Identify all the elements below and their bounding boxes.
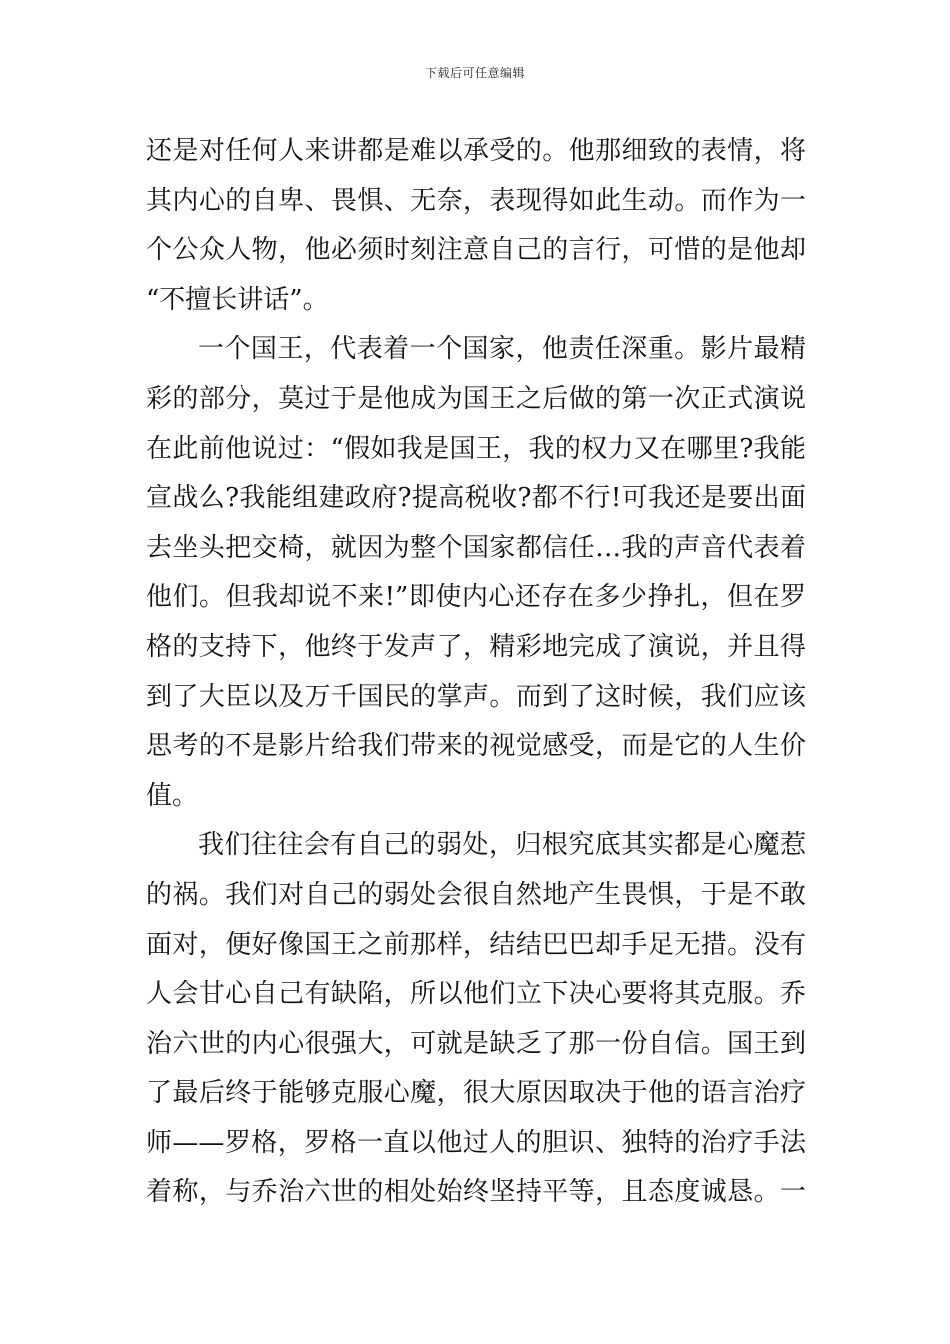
text-line: 在此前他说过：“假如我是国王，我的权力又在哪里?我能 bbox=[146, 433, 806, 464]
text-line: 彩的部分，莫过于是他成为国王之后做的第一次正式演说 bbox=[146, 383, 806, 414]
text-line: 师——罗格，罗格一直以他过人的胆识、独特的治疗手法 bbox=[146, 1127, 806, 1158]
text-line: 个公众人物，他必须时刻注意自己的言行，可惜的是他却 bbox=[146, 235, 806, 266]
text-line: 去坐头把交椅，就因为整个国家都信任…我的声音代表着 bbox=[146, 532, 806, 563]
text-line: 思考的不是影片给我们带来的视觉感受，而是它的人生价 bbox=[146, 731, 806, 762]
text-line: “不擅长讲话”。 bbox=[146, 284, 329, 315]
text-line: 值。 bbox=[146, 780, 199, 811]
page-header: 下载后可任意编辑 bbox=[424, 66, 525, 80]
text-line: 格的支持下，他终于发声了，精彩地完成了演说，并且得 bbox=[146, 631, 806, 662]
text-line: 的祸。我们对自己的弱处会很自然地产生畏惧，于是不敢 bbox=[146, 879, 806, 910]
text-line: 还是对任何人来讲都是难以承受的。他那细致的表情，将 bbox=[146, 136, 806, 166]
text-line: 他们。但我却说不来!”即使内心还存在多少挣扎，但在罗 bbox=[146, 582, 806, 613]
text-line: 我们往往会有自己的弱处，归根究底其实都是心魔惹 bbox=[198, 830, 806, 861]
text-line: 一个国王，代表着一个国家，他责任深重。影片最精 bbox=[198, 334, 806, 365]
text-line: 面对，便好像国王之前那样，结结巴巴却手足无措。没有 bbox=[146, 929, 806, 960]
text-line: 宣战么?我能组建政府?提高税收?都不行!可我还是要出面 bbox=[146, 483, 806, 514]
text-line: 到了大臣以及万千国民的掌声。而到了这时候，我们应该 bbox=[146, 681, 806, 712]
text-line: 人会甘心自己有缺陷，所以他们立下决心要将其克服。乔 bbox=[146, 979, 806, 1010]
text-line: 着称，与乔治六世的相处始终坚持平等，且态度诚恳。一 bbox=[146, 1177, 806, 1208]
text-line: 了最后终于能够克服心魔，很大原因取决于他的语言治疗 bbox=[146, 1078, 806, 1109]
document-body bbox=[146, 127, 806, 1218]
text-line: 其内心的自卑、畏惧、无奈，表现得如此生动。而作为一 bbox=[146, 185, 806, 216]
text-line: 治六世的内心很强大，可就是缺乏了那一份自信。国王到 bbox=[146, 1028, 806, 1059]
